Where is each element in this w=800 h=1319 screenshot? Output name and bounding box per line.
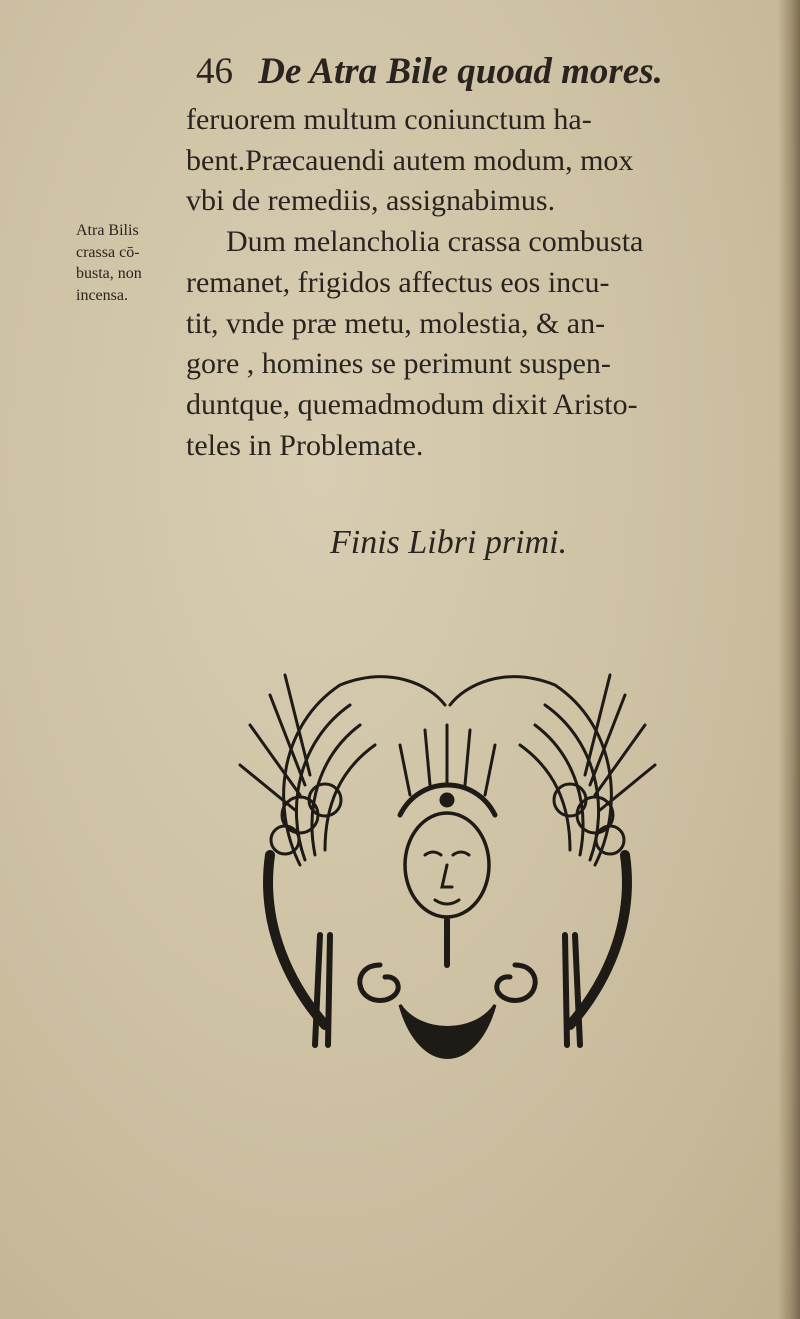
body-line: teles in Problemate. <box>186 428 424 462</box>
marginal-note-line: incensa. <box>76 286 128 304</box>
body-line: tit, vnde præ metu, molestia, & an- <box>186 306 606 340</box>
body-line: feruorem multum coniunctum ha- <box>186 103 592 136</box>
body-line: remanet, frigidos affectus eos incu- <box>186 265 610 299</box>
marginal-note <box>76 220 188 306</box>
body-line: vbi de remediis, assignabimus. <box>186 184 556 218</box>
woodcut-ornament-icon <box>230 665 665 1085</box>
body-line: duntque, quemadmodum dixit Aristo- <box>186 387 638 421</box>
closing-line: Finis Libri primi. <box>330 524 568 561</box>
page-number: 46 <box>196 51 233 92</box>
marginal-note-line: crassa cō- <box>76 243 140 261</box>
body-line: Dum melancholia crassa combusta <box>226 225 644 259</box>
marginal-note-line: busta, non <box>76 265 142 282</box>
marginal-note-line: Atra Bilis <box>76 222 139 239</box>
running-title: De Atra Bile quoad mores. <box>258 51 663 92</box>
body-line: gore , homines se perimunt suspen- <box>186 347 611 381</box>
body-text <box>186 100 746 466</box>
body-line: bent.Præcauendi autem modum, mox <box>186 143 634 177</box>
page-gutter-shadow <box>778 0 800 1319</box>
page-header <box>196 50 666 94</box>
